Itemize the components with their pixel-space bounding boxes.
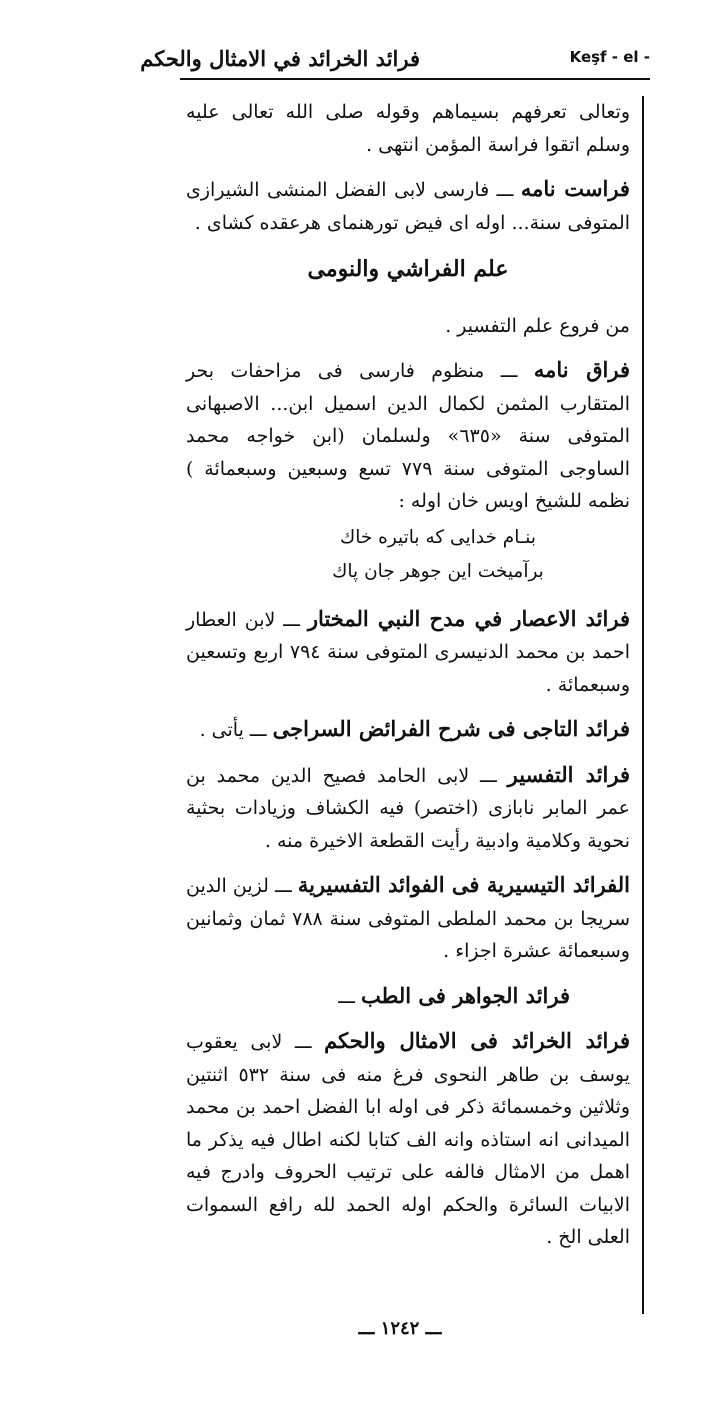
main-text-column	[186, 96, 630, 1266]
entry-faraid-taji	[186, 713, 630, 747]
entry-lemma: فرائد الاعصار في مدح النبي المختار	[307, 605, 630, 631]
section-note	[186, 310, 630, 343]
intro-text: وتعالى تعرفهم بسيماهم وقوله صلى الله تعالى عليه وسلم اتقوا فراسة المؤمن انتهى .	[186, 101, 630, 156]
entry-lemma: فراست نامه	[520, 176, 630, 201]
page-number: ـــ ١٢٤٢ ـــ	[358, 1318, 442, 1339]
entry-lemma: فرائد الخرائد فى الامثال والحكم	[324, 1028, 631, 1053]
verse-line-2: برآميخت اين جوهر جان پاك	[332, 561, 544, 582]
entry-text: ـــ	[338, 985, 361, 1008]
entry-faraid-asar	[186, 603, 630, 702]
entry-text: ـــ يأتى .	[199, 719, 273, 741]
entry-lemma: فراق نامه	[533, 357, 630, 382]
entry-text: ـــ لابى يعقوب يوسف بن طاهر النحوى فرغ منه فى سنة ٥٣٢ اثنتين وثلاثين وخمسمائة ذكر فى اوله ابا الفضل احمد بن محمد الميدانى انه استاذه وانه الف كتابا لكنه اطال فيه يذكر ما اهمل من الامثال فالفه على ترتيب الحروف وادرج فيه الابيات السائرة والحكم اوله الحمد لله رافع السموات العلى الخ .	[186, 1031, 630, 1248]
entry-lemma: فرائد الجواهر فى الطب	[360, 982, 570, 1008]
entry-faraid-taysiriya	[186, 869, 630, 968]
entry-lemma: فرائد التفسير	[507, 761, 630, 787]
column-rule	[642, 96, 644, 1314]
entry-faraid-tafsir	[186, 759, 630, 858]
header-rule	[180, 78, 650, 80]
entry-text: ـــ منظوم فارسى فى مزاحفات بحر المتقارب المثمن لكمال الدين اسميل ابن... الاصبهانى المتوفى سنة «٦٣٥» ولسلمان (ابن خواجه محمد الساوجى المتوفى سنة ٧٧٩ تسع وسبعين وسبعمائة ) نظمه للشيخ اويس خان اوله :	[186, 360, 631, 512]
entry-text: ـــ فارسى لابى الفضل المنشى الشيرازى المتوفى سنة... اوله اى فيض تورهنماى هرعقده كشاى .	[186, 179, 630, 234]
entry-firaqname	[186, 354, 630, 518]
entry-lemma: الفرائد التيسيرية فى الفوائد التفسيرية	[297, 872, 630, 897]
entry-faraid-kharaid	[186, 1025, 630, 1254]
page-header	[140, 40, 650, 76]
intro-paragraph	[186, 96, 630, 161]
section-heading: علم الفراشي والنومى	[307, 256, 509, 282]
entry-text: ـــ لابن العطار احمد بن محمد الدنيسرى المتوفى سنة ٧٩٤ اربع وتسعين وسبعمائة .	[186, 608, 630, 696]
entry-firasatname	[186, 173, 630, 239]
header-running-head: Keşf - el -	[569, 48, 650, 66]
header-title: فرائد الخرائد في الامثال والحكم	[140, 46, 420, 71]
entry-text: ـــ لابى الحامد فصيح الدين محمد بن عمر المابر نابازى (اختصر) فيه الكشاف وزيادات بحثية نحوية وكلامية وادبية رأيت القطعة الاخيرة منه .	[186, 764, 630, 852]
section-note-text: من فروع علم التفسير .	[445, 314, 630, 337]
verse-line-1: بنـام خدايى كه باتيره خاك	[339, 526, 537, 548]
verse-block	[186, 522, 630, 589]
entry-faraid-jawahir	[186, 980, 630, 1014]
entry-lemma: فرائد التاجى فى شرح الفرائض السراجى	[272, 716, 630, 741]
entry-text: ـــ لزين الدين سريجا بن محمد الملطى المتوفى سنة ٧٨٨ ثمان وثمانين وسبعمائة عشرة اجزاء .	[186, 875, 630, 962]
